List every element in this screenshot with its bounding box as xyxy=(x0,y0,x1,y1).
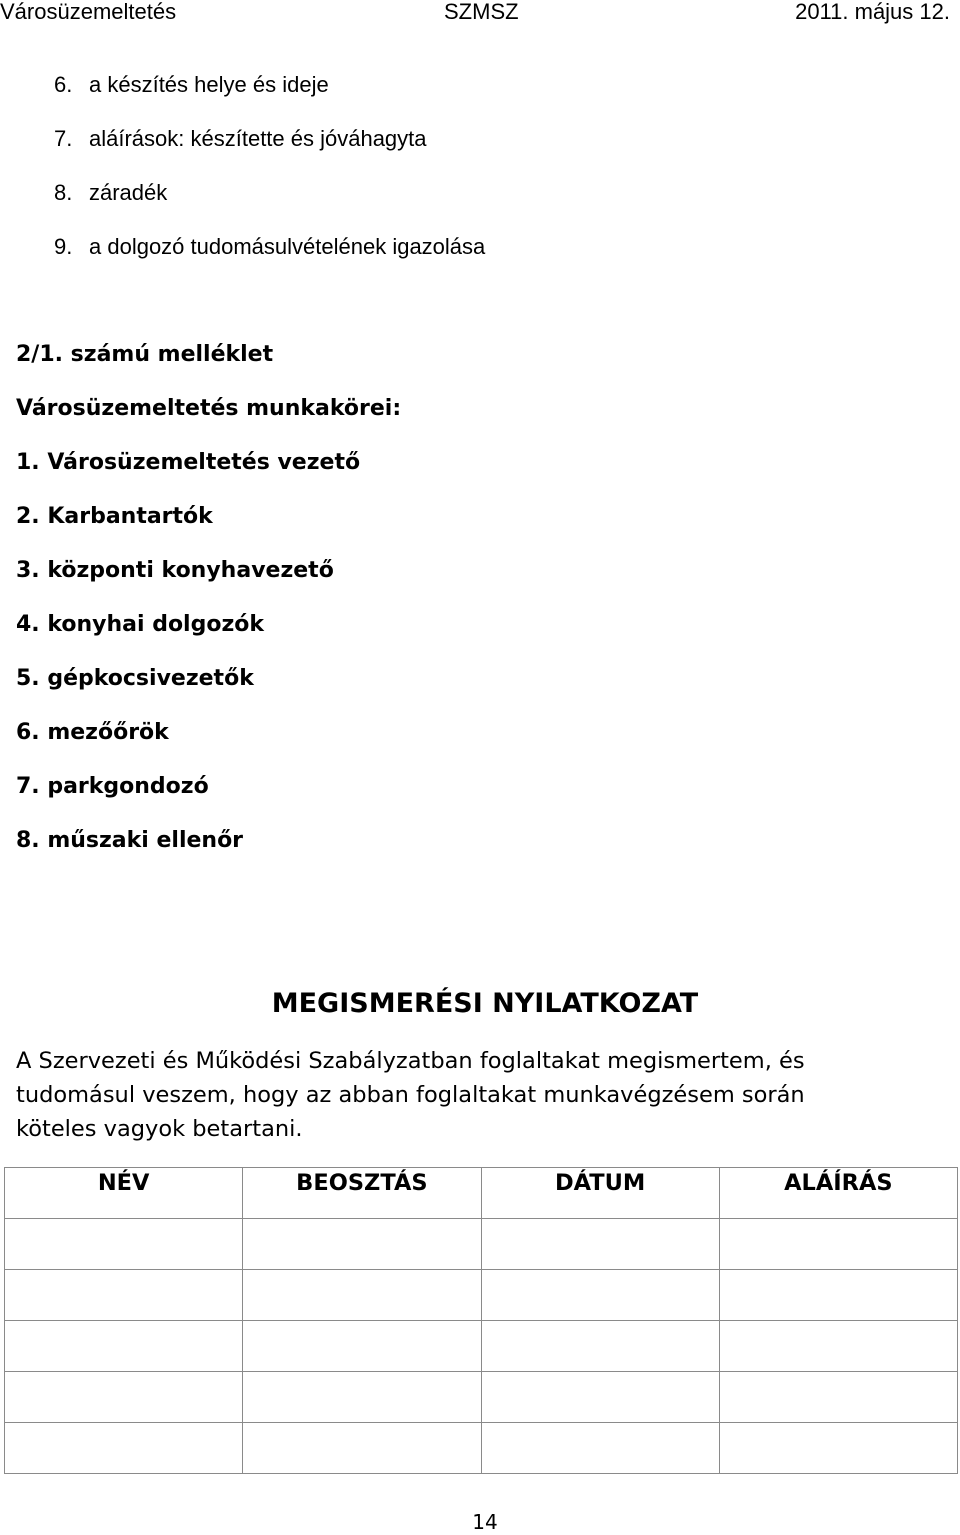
list-item-text: záradék xyxy=(89,180,168,205)
column-header-name: NÉV xyxy=(5,1168,243,1219)
job-role-item: 2. Karbantartók xyxy=(16,504,213,529)
table-cell[interactable] xyxy=(5,1372,243,1423)
page-number: 14 xyxy=(472,1510,498,1534)
table-cell[interactable] xyxy=(5,1270,243,1321)
table-cell[interactable] xyxy=(481,1321,719,1372)
header-date: 2011. május 12. xyxy=(795,0,950,24)
job-role-item: 3. központi konyhavezető xyxy=(16,558,334,583)
table-cell[interactable] xyxy=(719,1321,957,1372)
table-cell[interactable] xyxy=(243,1270,481,1321)
table-cell[interactable] xyxy=(5,1423,243,1474)
list-item xyxy=(54,70,485,124)
declaration-title: MEGISMERÉSI NYILATKOZAT xyxy=(271,988,699,1019)
header-document: SZMSZ xyxy=(444,0,519,24)
job-role-item: 1. Városüzemeltetés vezető xyxy=(16,450,361,475)
job-role-item: 8. műszaki ellenőr xyxy=(16,828,244,853)
column-header-position: BEOSZTÁS xyxy=(243,1168,481,1219)
table-cell[interactable] xyxy=(481,1219,719,1270)
table-header-row xyxy=(5,1168,958,1219)
list-item-text: aláírások: készítette és jóváhagyta xyxy=(89,126,427,151)
table-cell[interactable] xyxy=(243,1423,481,1474)
table-cell[interactable] xyxy=(481,1423,719,1474)
contents-list xyxy=(54,70,485,286)
list-item xyxy=(54,124,485,178)
list-item-number: 6. xyxy=(54,72,73,97)
table-row xyxy=(5,1372,958,1423)
table-row xyxy=(5,1423,958,1474)
annex-title: 2/1. számú melléklet xyxy=(16,342,274,367)
table-cell[interactable] xyxy=(5,1321,243,1372)
column-header-date: DÁTUM xyxy=(481,1168,719,1219)
table-cell[interactable] xyxy=(719,1423,957,1474)
declaration-line: köteles vagyok betartani. xyxy=(16,1116,303,1142)
table-row xyxy=(5,1321,958,1372)
list-item-number: 8. xyxy=(54,180,73,205)
list-item-text: a készítés helye és ideje xyxy=(89,72,329,97)
job-role-item: 7. parkgondozó xyxy=(16,774,209,799)
annex-subtitle: Városüzemeltetés munkakörei: xyxy=(16,396,402,421)
list-item-text: a dolgozó tudomásulvételének igazolása xyxy=(89,234,486,259)
table-row xyxy=(5,1270,958,1321)
list-item xyxy=(54,178,485,232)
signature-table xyxy=(4,1167,958,1474)
declaration-line: A Szervezeti és Működési Szabályzatban foglaltakat megismertem, és xyxy=(16,1048,805,1074)
table-cell[interactable] xyxy=(481,1372,719,1423)
column-header-signature: ALÁÍRÁS xyxy=(719,1168,957,1219)
page-header xyxy=(0,0,960,26)
list-item-number: 7. xyxy=(54,126,73,151)
annex-section xyxy=(16,340,401,880)
table-cell[interactable] xyxy=(481,1270,719,1321)
table-cell[interactable] xyxy=(719,1372,957,1423)
table-cell[interactable] xyxy=(243,1372,481,1423)
table-cell[interactable] xyxy=(719,1219,957,1270)
table-cell[interactable] xyxy=(5,1219,243,1270)
declaration-line: tudomásul veszem, hogy az abban foglaltakat munkavégzésem során xyxy=(16,1082,805,1108)
table-cell[interactable] xyxy=(243,1219,481,1270)
table-cell[interactable] xyxy=(719,1270,957,1321)
job-role-item: 6. mezőőrök xyxy=(16,720,169,745)
header-department: Városüzemeltetés xyxy=(0,0,177,24)
job-role-item: 5. gépkocsivezetők xyxy=(16,666,254,691)
declaration-text xyxy=(16,1044,956,1146)
table-row xyxy=(5,1219,958,1270)
job-role-item: 4. konyhai dolgozók xyxy=(16,612,265,637)
list-item xyxy=(54,232,485,286)
table-cell[interactable] xyxy=(243,1321,481,1372)
list-item-number: 9. xyxy=(54,234,73,259)
